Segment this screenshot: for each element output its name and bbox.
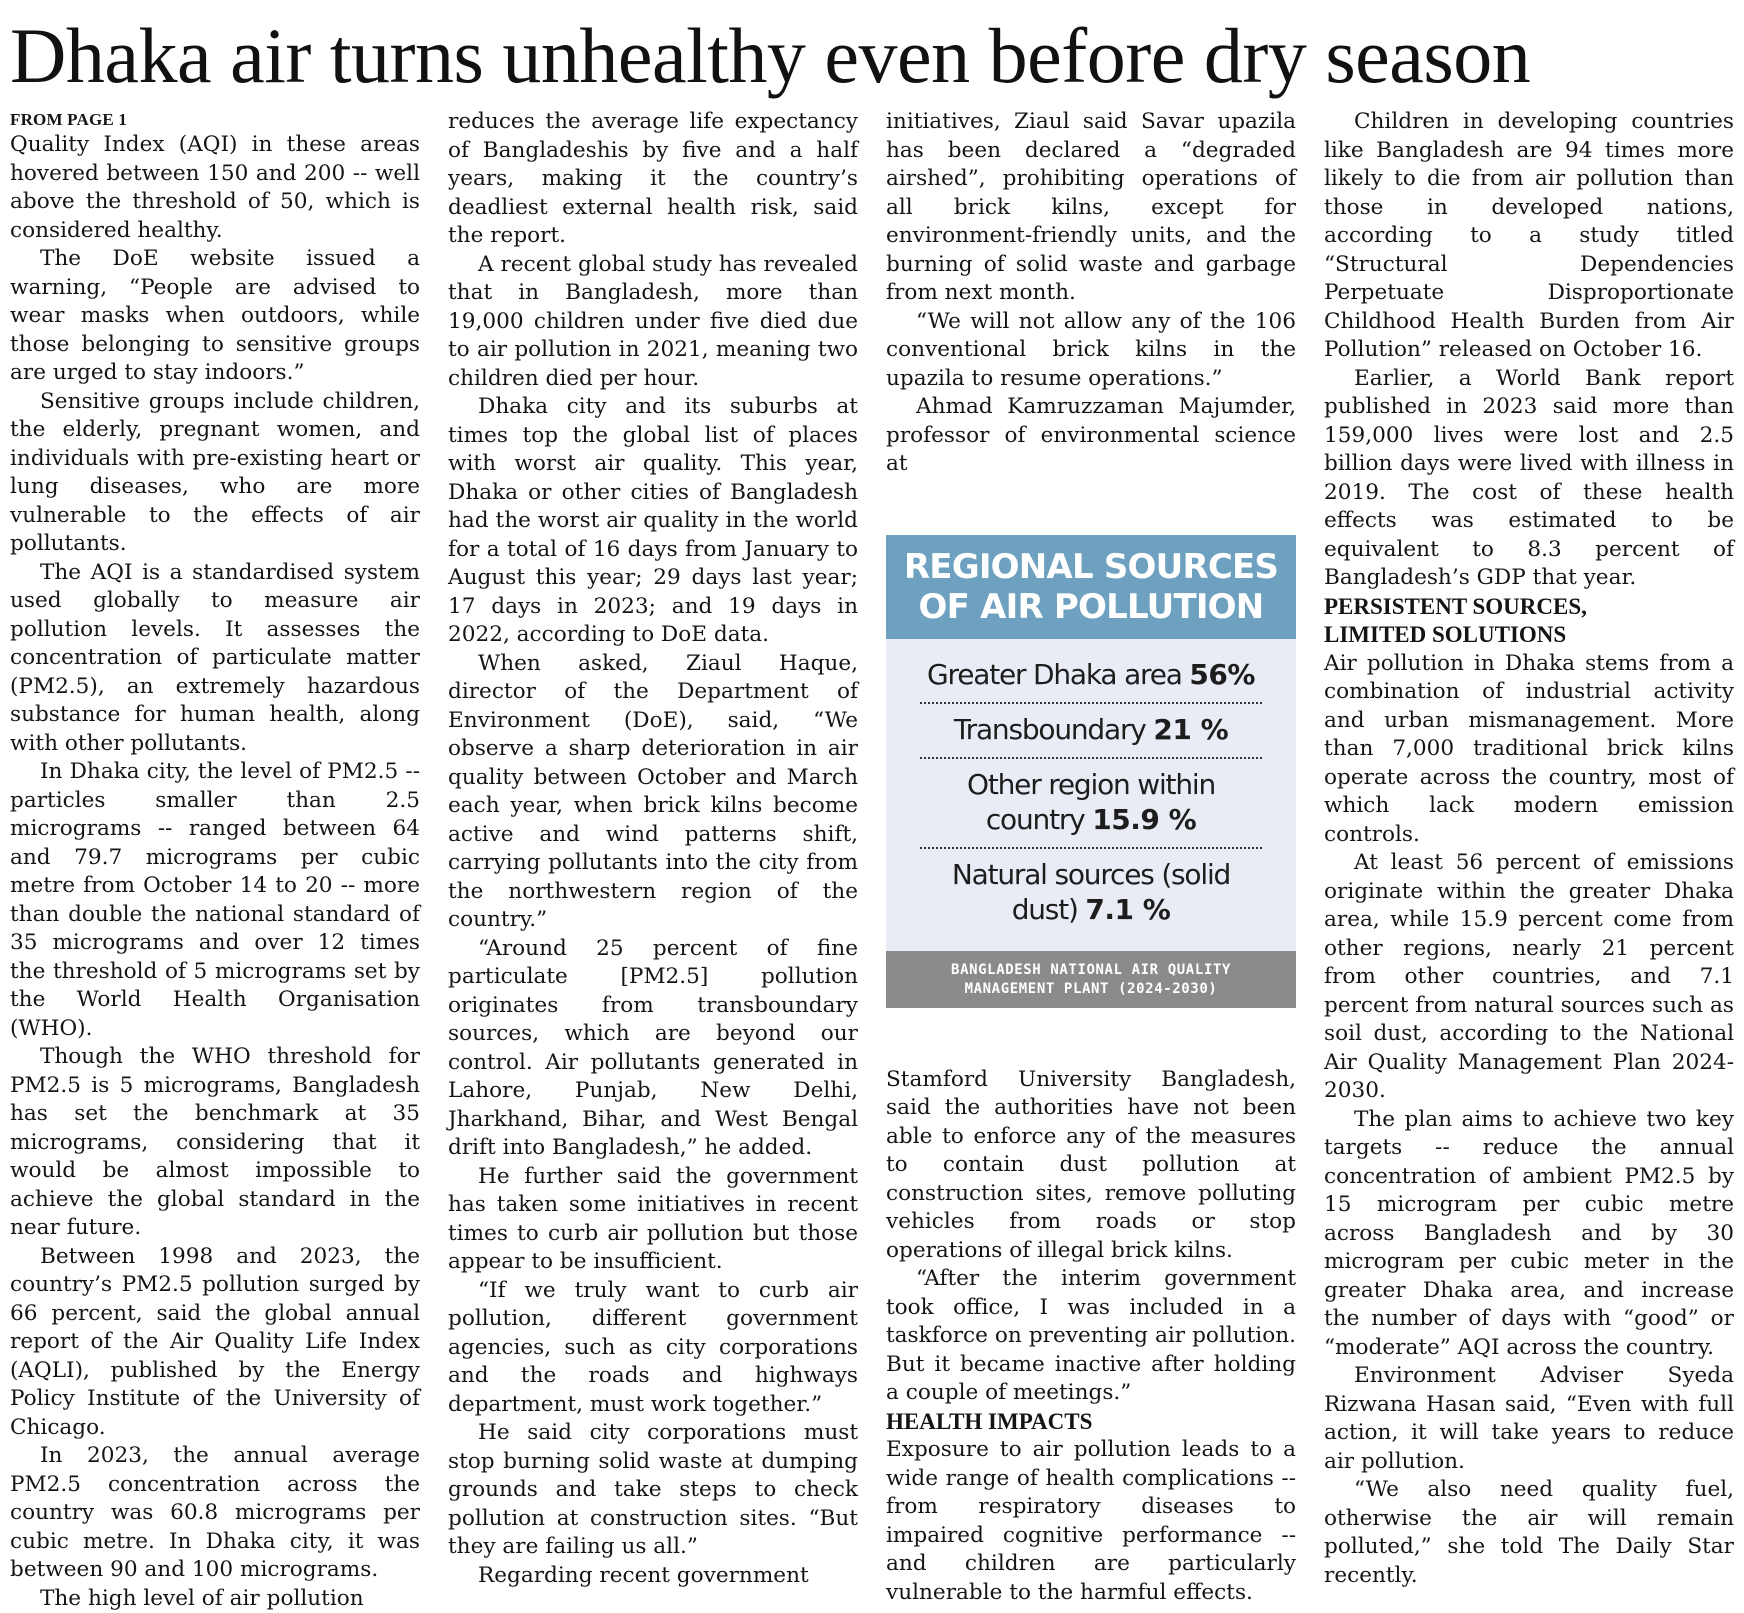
paragraph: The AQI is a standardised system used globally to measure air pollution levels. It assesses the concentration of particulate matter (PM2.5), an extremely hazardous substance for human health, along with other pollutants. — [10, 559, 420, 759]
paragraph: Stamford University Bangladesh, said the authorities have not been able to enforce any of the measures to contain dust pollution at construction sites, remove polluting vehicles from roads or stop operations of illegal brick kilns. — [886, 1066, 1296, 1266]
subhead-persistent-sources: PERSISTENT SOURCES, LIMITED SOLUTIONS — [1324, 593, 1624, 650]
paragraph: “We also need quality fuel, otherwise the air will remain polluted,” she told The Daily Star recently. — [1324, 1476, 1734, 1590]
article-column-1 — [10, 108, 420, 1548]
paragraph: The DoE website issued a warning, “People are advised to wear masks when outdoors, while those belonging to sensitive groups are urged to stay indoors.” — [10, 245, 420, 388]
credit-line: MANAGEMENT PLANT (2024-2030) — [892, 980, 1290, 999]
paragraph: Dhaka city and its suburbs at times top the global list of places with worst air quality. This year, Dhaka or other cities of Bangladesh had the worst air quality in the world for a total of 16 days from January to August this year; 29 days last year; 17 days in 2023; and 19 days in 2022, according to DoE data. — [448, 393, 858, 650]
stat-value: 21 % — [1153, 713, 1228, 746]
paragraph: Environment Adviser Syeda Rizwana Hasan said, “Even with full action, it will take years to reduce air pollution. — [1324, 1362, 1734, 1476]
stat-natural-sources — [920, 849, 1262, 937]
subhead-health-impacts: HEALTH IMPACTS — [886, 1408, 1296, 1437]
stat-label: Other region within country — [967, 768, 1215, 836]
stat-label: Greater Dhaka area — [927, 658, 1182, 691]
paragraph: When asked, Ziaul Haque, director of the Department of Environment (DoE), said, “We observe a sharp deterioration in air quality between October and March each year, when brick kilns become active and wind patterns shift, carrying pollutants into the city from the northwestern region of the country.” — [448, 650, 858, 935]
paragraph: initiatives, Ziaul said Savar upazila has been declared a “degraded airshed”, prohibiting operations of all brick kilns, except for environment-friendly units, and the burning of solid waste and garbage from next month. — [886, 108, 1296, 308]
paragraph: Air pollution in Dhaka stems from a combination of industrial activity and urban mismanagement. More than 7,000 traditional brick kilns operate across the country, most of which lack modern emission controls. — [1324, 650, 1734, 850]
paragraph: Regarding recent government — [448, 1562, 858, 1591]
infographic-stats — [886, 639, 1296, 951]
infographic-source-credit — [886, 951, 1296, 1008]
article-column-4 — [1324, 108, 1734, 1548]
infographic-title-line: REGIONAL SOURCES — [892, 547, 1290, 587]
paragraph: Between 1998 and 2023, the country’s PM2.5 pollution surged by 66 percent, said the global annual report of the Air Quality Life Index (AQLI), published by the Energy Policy Institute of the University of Chicago. — [10, 1243, 420, 1443]
stat-label: Transboundary — [954, 713, 1146, 746]
paragraph: Exposure to air pollution leads to a wide range of health complications -- from respiratory diseases to impaired cognitive performance -- and children are particularly vulnerable to the harmful effects. — [886, 1436, 1296, 1607]
from-page-kicker: FROM PAGE 1 — [10, 110, 420, 129]
paragraph: In Dhaka city, the level of PM2.5 -- particles smaller than 2.5 micrograms -- ranged between 64 and 79.7 micrograms per cubic metre from October 14 to 20 -- more than double the national standard of 35 micrograms and over 12 times the threshold of 5 micrograms set by the World Health Organisation (WHO). — [10, 758, 420, 1043]
stat-value: 56% — [1189, 658, 1255, 691]
stat-other-region — [920, 759, 1262, 849]
paragraph: Children in developing countries like Bangladesh are 94 times more likely to die from air pollution than those in developed nations, according to a study titled “Structural Dependencies Perpetuate Disproportionate Childhood Health Burden from Air Pollution” released on October 16. — [1324, 108, 1734, 365]
paragraph: “After the interim government took office, I was included in a taskforce on preventing air pollution. But it became inactive after holding a couple of meetings.” — [886, 1265, 1296, 1408]
stat-transboundary — [920, 704, 1262, 759]
article-column-2 — [448, 108, 858, 1548]
paragraph: The high level of air pollution — [10, 1585, 420, 1613]
stat-label: Natural sources (solid dust) — [952, 858, 1230, 926]
paragraph: The plan aims to achieve two key targets -- reduce the annual concentration of ambient PM2.5 by 15 microgram per cubic metre across Bangladesh and by 30 microgram per cubic meter in the greater Dhaka area, and increase the number of days with “good” or “moderate” AQI across the country. — [1324, 1106, 1734, 1363]
paragraph: Ahmad Kamruzzaman Majumder, professor of environmental science at — [886, 393, 1296, 479]
regional-sources-infographic — [886, 535, 1296, 1008]
paragraph: “We will not allow any of the 106 conventional brick kilns in the upazila to resume operations.” — [886, 308, 1296, 394]
paragraph: At least 56 percent of emissions originate within the greater Dhaka area, while 15.9 percent come from other regions, nearly 21 percent from other countries, and 7.1 percent from natural sources such as soil dust, according to the National Air Quality Management Plan 2024-2030. — [1324, 849, 1734, 1106]
paragraph: Sensitive groups include children, the elderly, pregnant women, and individuals with pre-existing heart or lung diseases, who are more vulnerable to the effects of air pollutants. — [10, 388, 420, 559]
paragraph: reduces the average life expectancy of Bangladeshis by five and a half years, making it the country’s deadliest external health risk, said the report. — [448, 108, 858, 251]
infographic-title-line: OF AIR POLLUTION — [892, 587, 1290, 627]
stat-greater-dhaka — [920, 649, 1262, 704]
paragraph: Quality Index (AQI) in these areas hovered between 150 and 200 -- well above the threshold of 50, which is considered healthy. — [10, 131, 420, 245]
stat-value: 7.1 % — [1085, 893, 1170, 926]
paragraph: Though the WHO threshold for PM2.5 is 5 micrograms, Bangladesh has set the benchmark at 35 micrograms, considering that it would be almost impossible to achieve the global standard in the near future. — [10, 1043, 420, 1243]
headline: Dhaka air turns unhealthy even before dry season — [10, 14, 1530, 98]
article-column-3 — [886, 108, 1296, 1548]
paragraph: He further said the government has taken some initiatives in recent times to curb air pollution but those appear to be insufficient. — [448, 1163, 858, 1277]
paragraph: He said city corporations must stop burning solid waste at dumping grounds and take steps to check pollution at construction sites. “But they are failing us all.” — [448, 1419, 858, 1562]
paragraph: A recent global study has revealed that in Bangladesh, more than 19,000 children under five died due to air pollution in 2021, meaning two children died per hour. — [448, 251, 858, 394]
stat-value: 15.9 % — [1092, 803, 1196, 836]
paragraph: “Around 25 percent of fine particulate [PM2.5] pollution originates from transboundary sources, which are beyond our control. Air pollutants generated in Lahore, Punjab, New Delhi, Jharkhand, Bihar, and West Bengal drift into Bangladesh,” he added. — [448, 935, 858, 1163]
paragraph: “If we truly want to curb air pollution, different government agencies, such as city corporations and the roads and highways department, must work together.” — [448, 1277, 858, 1420]
infographic-title — [886, 535, 1296, 639]
paragraph: In 2023, the annual average PM2.5 concentration across the country was 60.8 micrograms per cubic metre. In Dhaka city, it was between 90 and 100 micrograms. — [10, 1442, 420, 1585]
paragraph: Earlier, a World Bank report published in 2023 said more than 159,000 lives were lost and 2.5 billion days were lived with illness in 2019. The cost of these health effects was estimated to be equivalent to 8.3 percent of Bangladesh’s GDP that year. — [1324, 365, 1734, 593]
credit-line: BANGLADESH NATIONAL AIR QUALITY — [892, 961, 1290, 980]
